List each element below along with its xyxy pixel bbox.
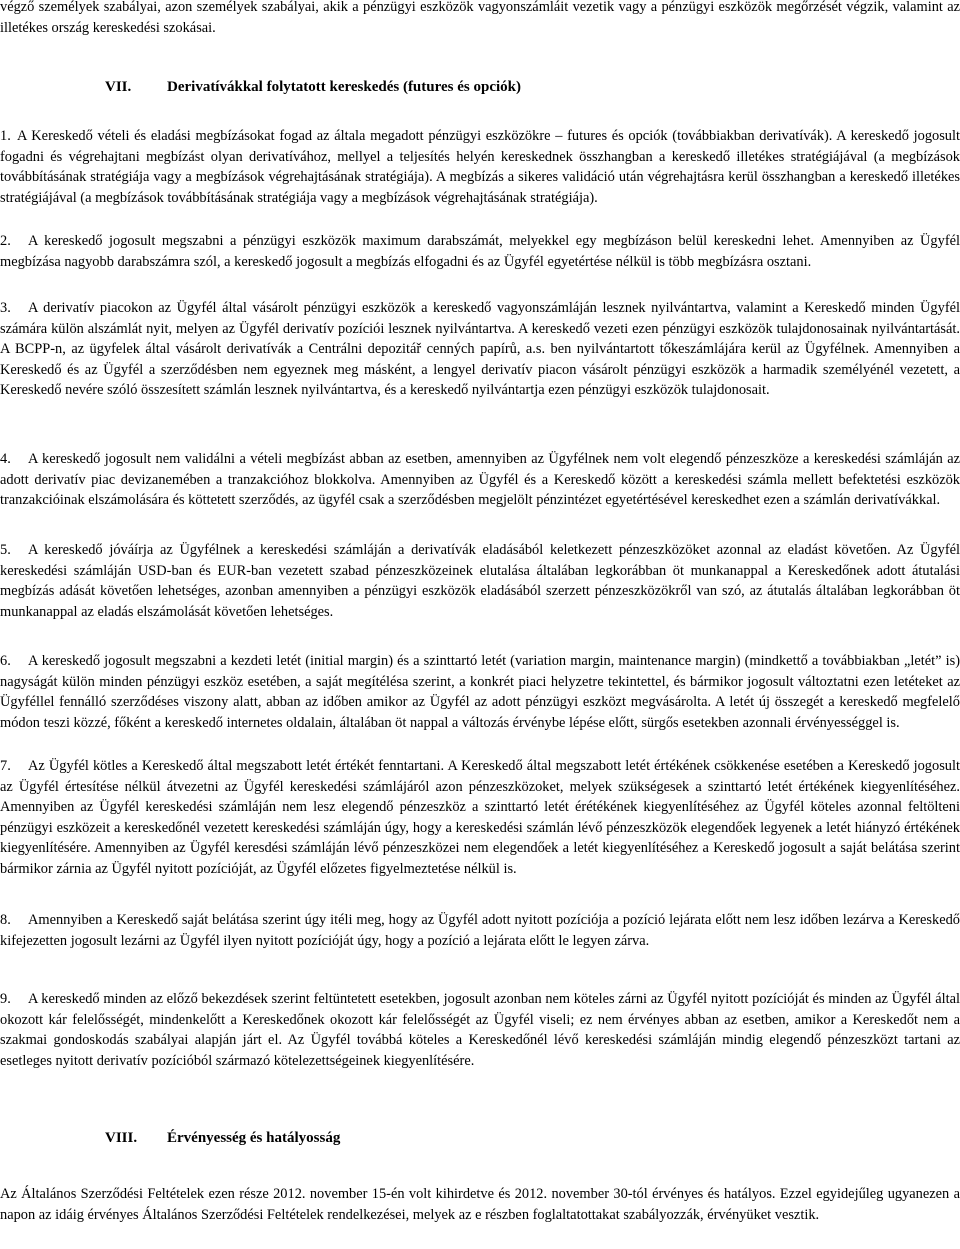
closing-text: Az Általános Szerződési Feltételek ezen része 2012. november 15-én volt kihirdetve és 2012. november 30-tól érvényes és hatályos. Ezzel egyidejűleg ugyanezen a napon az idáig érvényes Általános Szerződési Feltételek rendelkezései, melyek az e részben foglaltatottakat szabályozzák, érvényüket vesztik. [0,1186,960,1223]
item-number: 9. [0,991,11,1007]
list-item-8 [0,910,960,951]
item-text: A Kereskedő vételi és eladási megbízásokat fogad az általa megadott pénzügyi eszközökre – futures és opciók (továbbiakban derivatívák). A kereskedő jogosult fogadni és végrehajtani megbízást olyan derivatívához, mellyel a teljesítés helyén kereskednek összhangban a kereskedő illetékes stratégiájával (a megbízások továbbításának stratégiája vagy a megbízások végrehajtásának stratégiája). A megbízás a sikeres validáció után végrehajtásra kerül összhangban a kereskedő illetékes stratégiájával (a megbízások továbbításának stratégiája vagy a megbízások végrehajtásának stratégiája). [0,128,960,206]
list-item-4 [0,449,960,511]
list-item-2 [0,231,960,272]
item-number: 7. [0,758,11,774]
intro-text: végző személyek szabályai, azon személyek szabályai, akik a pénzügyi eszközök vagyonszámláit vezetik vagy a pénzügyi eszközök megőrzését végzik, valamint az illetékes ország kereskedési szokásai. [0,0,960,36]
item-text: A kereskedő jogosult nem validálni a vételi megbízást abban az esetben, amennyiben az Ügyfélnek nem volt elegendő pénzeszköze a kereskedési számláján az adott derivatív piac devizanemében a tranzakcióhoz blokkolva. Amennyiben az Ügyfél és a Kereskedő között a kereskedési számla mellett befektetési eszközök tranzakcióinak elszámolására és köttetett szerződés, az ügyfél csak a szerződésben megjelölt pénzintézet egyetértésével kereskedhet ezen a számlán derivatívákkal. [0,451,960,508]
intro-paragraph [0,0,960,38]
item-text: A kereskedő minden az előző bekezdések szerint feltüntetett esetekben, jogosult azonban nem köteles zárni az Ügyfél nyitott pozícióját és minden az Ügyfél által okozott kár felelősségét, mindenkelőtt a Kereskedőnek okozott kár felelősségét az Ügyfél viseli; ez nem érvényes abban az esetben, amikor a Kereskedőt nem a szakmai gondoskodás szabályai alapján járt el. Az Ügyfél továbbá köteles a Kereskedőnél lévő kereskedési számláján mindig elegendő pénzeszközt tartani az esetleges nyitott derivatív pozícióból származó kötelezettségeinek kiegyenlítésére. [0,991,960,1069]
section-8-number: VIII. [105,1130,138,1146]
item-number: 2. [0,233,11,249]
list-item-7 [0,756,960,879]
item-number: 6. [0,653,11,669]
item-text: Amennyiben a Kereskedő saját belátása szerint úgy itéli meg, hogy az Ügyfél adott nyitott pozíciója a pozíció lejárata előtt nem lesz időben lezárva a Kereskedő kifejezetten jogosult lezárni az Ügyfél ilyen nyitott pozícióját úgy, hogy a pozíció a lejárata előtt le legyen zárva. [0,912,960,949]
item-number: 8. [0,912,11,928]
item-text: A kereskedő jogosult megszabni a pénzügyi eszközök maximum darabszámát, melyekkel egy megbízáson belül kereskedni lehet. Amennyiben az Ügyfél megbízása nagyobb darabszámra szól, a kereskedő jogosult a megbízás elfogadni és az Ügyfél egyetértése nélkül is több megbízásra osztani. [0,233,960,270]
list-item-6 [0,651,960,733]
closing-paragraph [0,1184,960,1225]
item-text: Az Ügyfél kötles a Kereskedő által megszabott letét értékét fenntartani. A Kereskedő által megszabott letét értékének csökkenése esetében a Kereskedő jogosult az Ügyfél értesítése nélkül átvezetni az Ügyfél kereskedési számlájáról azon pénzeszközoket, melyek szükségesek a szinttartó letét értékének kiegyenlítéséhez. Amennyiben az Ügyfél kereskedési számláján nem lesz elegendő pénzeszköz a szinttartó letét érétékének kiegyenlítéséhez az Ügyfél köteles azonnal feltölteni pénzügyi eszközeit a kereskedőnél vezetett kereskedési számláján úgy, hogy a kereskedési számlán lévő pénzeszközök elegendőek legyenek a letét hiányzó értékének kiegyenlítésére. Amennyiben az Ügyfél keresdési számláján lévő pénzeszközei nem elegendőek a letét kiegyenlítéséhez a Kereskedő jogosult a saját belátása szerint bármikor zárnia az Ügyfél nyitott pozícióját, az Ügyfél előzetes figyelmeztetése nélkül is. [0,758,960,877]
item-number: 3. [0,300,11,316]
item-number: 5. [0,542,11,558]
list-item-3 [0,298,960,401]
item-number: 4. [0,451,11,467]
item-text: A kereskedő jóváírja az Ügyfélnek a kereskedési számláján a derivatívák eladásából keletkezett pénzeszközöket azonnal az eladást követően. Az Ügyfél kereskedési számláján USD-ban és EUR-ban vezetett szabad pénzeszközeinek elutalása általában legkorábban öt munkanappal a Kereskedőnek adott átutalási megbízás adását követően lehetséges, azonban amennyiben a pénzügyi eszközök eladásából szerzett pénzeszközökről van szó, az átutalás általában legkorábban öt munkanappal az eladás elszámolását követően lehetséges. [0,542,960,620]
list-item-5 [0,540,960,622]
list-item-9 [0,989,960,1071]
item-text: A derivatív piacokon az Ügyfél által vásárolt pénzügyi eszközök a kereskedő vagyonszámláján lesznek nyilvántartva, valamint a Kereskedő minden Ügyfél számára külön alszámlát nyit, melyen az Ügyfél derivatív pozíciói lesznek nyilvántartva. A kereskedő vezeti ezen pénzügyi eszközök tulajdonosainak nyilvántartását. A BCPP-n, az ügyfelek által vásárolt derivatívák a Centrálni depozitář cenných papírů, a.s. ben nyilvántartott tőkeszámlájára kerül az Ügyfélnek. Amennyiben a Kereskedő és az Ügyfél a szerződésben nem egyeznek meg másként, a lengyel derivatív piacon vásárolt pénzügyi eszközök a harmadik személyénél vezetett, a Kereskedő nevére szóló összesített számlán lesznek nyilvántartva, és a kereskedő nyilvántartja ezen pénzügyi eszközök tulajdonosait. [0,300,960,398]
section-7-title: Derivatívákkal folytatott kereskedés (futures és opciók) [167,79,521,95]
item-text: A kereskedő jogosult megszabni a kezdeti letét (initial margin) és a szinttartó letét (variation margin, maintenance margin) (mindkettő a továbbiakban „letét” is) nagyságát külön minden pénzügyi eszköz esetében, a saját megítélésa szerint, a konkrét piaci helyzetre tekintettel, és bármikor jogosult változtatni ezen letéteket az Ügyféllel fennálló szerződéses viszony alatt, abban az időben amikor az Ügyfél az adott pénzügyi eszközt megvásárolta. A letét új összegét a kereskedő megfelelő módon teszi közzé, főként a kereskedő internetes oldalain, általában öt nappal a változás érvénybe lépése előtt, sürgős esetekben azonnali érvényességgel is. [0,653,960,731]
section-7-number: VII. [105,79,132,95]
item-number: 1. [0,128,11,144]
section-8-title: Érvényesség és hatályosság [167,1130,341,1146]
list-item-1 [0,126,960,222]
